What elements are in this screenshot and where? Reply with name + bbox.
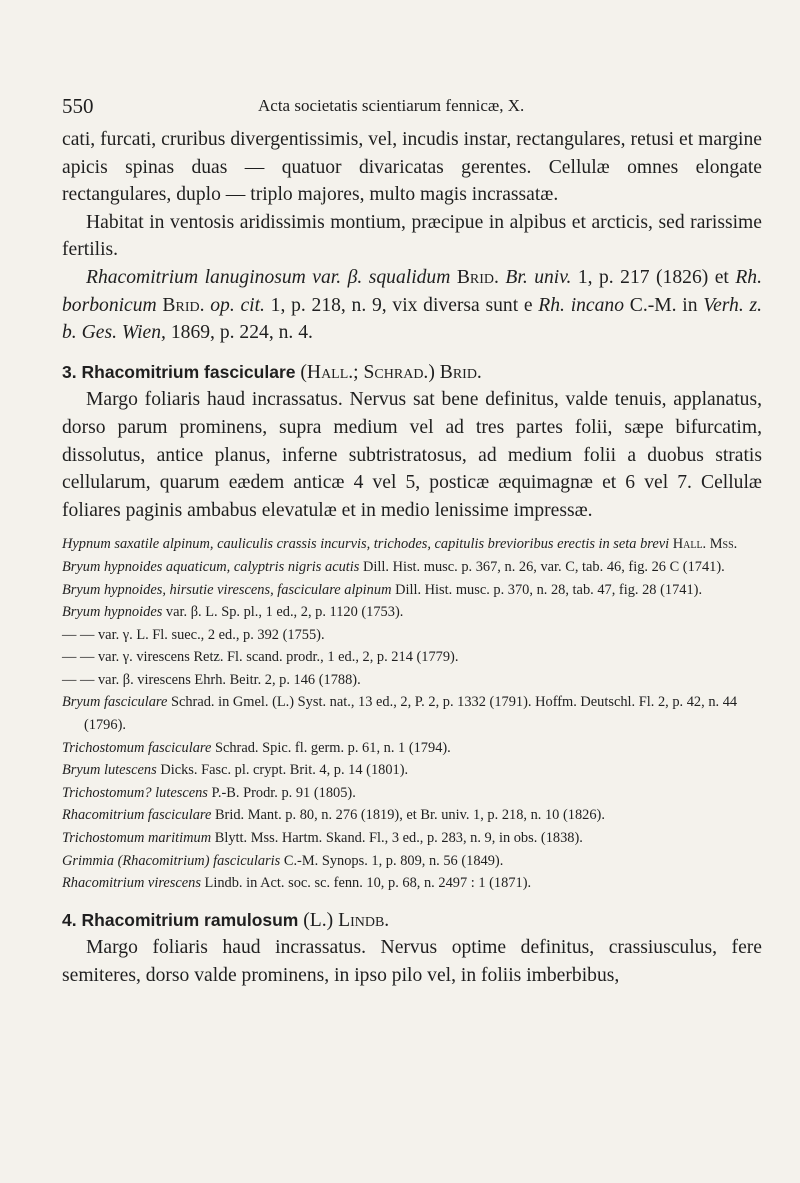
- synonym-name: — —: [62, 649, 98, 666]
- synonym-name: Rhacomitrium virescens: [62, 875, 201, 892]
- variety: var. β. squalidum: [305, 266, 457, 288]
- synonym-reference: Brid. Mant. p. 80, n. 276 (1819), et Br. univ. 1, p. 218, n. 10 (1826).: [211, 807, 605, 824]
- author: Brid.: [156, 294, 205, 316]
- running-title: Acta societatis scientiarum fennicæ, X.: [258, 96, 525, 115]
- synonym-entry: [62, 872, 762, 895]
- synonym-reference: Schrad. Spic. fl. germ. p. 61, n. 1 (1794).: [211, 739, 451, 756]
- synonym-entry: [62, 850, 762, 873]
- synonym-name: — —: [62, 671, 98, 688]
- synonymy-list: [62, 533, 762, 895]
- synonym-reference: Dicks. Fasc. pl. crypt. Brit. 4, p. 14 (1801).: [156, 762, 409, 779]
- synonym-reference: var. γ. L. Fl. suec., 2 ed., p. 392 (1755).: [97, 626, 325, 643]
- synonym-name: Grimmia (Rhacomitrium) fascicularis: [62, 852, 281, 869]
- species-authority: (Hall.; Schrad.) Brid.: [300, 361, 482, 383]
- taxon-name: Rh. borbonicum: [62, 266, 763, 316]
- synonym-name: Bryum hypnoides aquaticum, calyptris nigris acutis: [62, 558, 360, 575]
- taxon-name: Rhacomitrium lanuginosum: [86, 266, 306, 288]
- species-authority: (L.) Lindb.: [303, 909, 390, 931]
- synonym-name: Bryum hypnoides, hirsutie virescens, fasciculare alpinum: [62, 581, 392, 598]
- synonym-name: Trichostomum fasciculare: [62, 739, 212, 756]
- synonym-name: Hypnum saxatile alpinum, cauliculis crassis incurvis, trichodes, capitulis brevioribus erectis in seta brevi: [62, 536, 670, 553]
- synonym-entry: [62, 782, 762, 805]
- species-name: Rhacomitrium fasciculare: [81, 361, 296, 382]
- paragraph-continuation: cati, furcati, cruribus divergentissimis, vel, incudis instar, rectangulares, retusi et margine apicis spinas duas — quatuor divaricatas gerentes. Cellulæ omnes elongate rectangulares, duplo — triplo majores, multo magis incrassatæ.: [62, 129, 762, 206]
- reference: 1869, p. 224, n. 4.: [165, 322, 313, 344]
- synonym-entry: [62, 669, 762, 692]
- synonym-entry: [62, 533, 762, 556]
- paragraph-varieties: [62, 264, 762, 347]
- reference: C.-M. in: [624, 294, 704, 316]
- synonym-name: Trichostomum maritimum: [62, 830, 212, 847]
- main-text: [62, 126, 762, 990]
- synonym-reference: var. β. virescens Ehrh. Beitr. 2, p. 146 (1788).: [97, 671, 361, 688]
- synonym-reference: C.-M. Synops. 1, p. 809, n. 56 (1849).: [280, 852, 504, 869]
- synonym-entry: [62, 804, 762, 827]
- synonym-reference: Blytt. Mss. Hartm. Skand. Fl., 3 ed., p. 283, n. 9, in obs. (1838).: [211, 830, 583, 847]
- synonym-entry: [62, 759, 762, 782]
- reference-title: Br. univ.: [498, 266, 572, 288]
- species-number: 4.: [62, 909, 77, 930]
- synonym-entry: [62, 601, 762, 624]
- reference: 1, p. 218, n. 9, vix diversa sunt e: [264, 294, 539, 316]
- synonym-reference: Hall. Mss.: [669, 536, 738, 553]
- running-header: [62, 94, 762, 118]
- reference-title: op. cit.: [204, 294, 265, 316]
- synonym-entry: [62, 737, 762, 760]
- synonym-name: Rhacomitrium fasciculare: [62, 807, 212, 824]
- synonym-reference: Schrad. in Gmel. (L.) Syst. nat., 13 ed., 2, P. 2, p. 1332 (1791). Hoffm. Deutschl. Fl. 2, p. 42, n. 44 (1796).: [84, 694, 738, 734]
- synonym-entry: [62, 691, 762, 736]
- synonym-entry: [62, 556, 762, 579]
- page-number: 550: [62, 94, 94, 118]
- synonym-reference: Lindb. in Act. soc. sc. fenn. 10, p. 68, n. 2497 : 1 (1871).: [200, 875, 532, 892]
- synonym-entry: [62, 827, 762, 850]
- synonym-reference: Dill. Hist. musc. p. 367, n. 26, var. C, tab. 46, fig. 26 C (1741).: [359, 558, 725, 575]
- author: Brid.: [456, 266, 499, 288]
- synonym-name: — —: [62, 626, 98, 643]
- synonym-name: Bryum lutescens: [62, 762, 157, 779]
- species-description-3: Margo foliaris haud incrassatus. Nervus sat bene definitus, valde tenuis, applanatus, dorso parum prominens, supra medium vel ad tres partes folii, sæpe bifurcatim, dissolutus, antice planus, inferne subtristratosus, ad medium folii a duobus stratis cellularum, quarum eædem anticæ 4 vel 5, posticæ æquimagnæ et 6 vel 7. Cellulæ foliares paginis ambabus elevatulæ et in medio lenissime impressæ.: [62, 389, 762, 521]
- synonym-name: Bryum fasciculare: [62, 694, 168, 711]
- species-name: Rhacomitrium ramulosum: [81, 909, 299, 930]
- synonym-entry: [62, 579, 762, 602]
- synonym-name: Trichostomum? lutescens: [62, 784, 208, 801]
- synonym-reference: Dill. Hist. musc. p. 370, n. 28, tab. 47, fig. 28 (1741).: [391, 581, 703, 598]
- paragraph-habitat: Habitat in ventosis aridissimis montium, præcipue in alpibus et arcticis, sed rarissime fertilis.: [62, 211, 762, 261]
- species-heading-4: [62, 907, 762, 935]
- synonym-reference: var. β. L. Sp. pl., 1 ed., 2, p. 1120 (1753).: [162, 604, 404, 621]
- reference-title: Verh. z. b. Ges. Wien,: [62, 294, 762, 344]
- species-number: 3.: [62, 361, 77, 382]
- reference: 1, p. 217 (1826) et: [571, 266, 736, 288]
- species-heading-3: [62, 359, 762, 387]
- synonym-reference: P.-B. Prodr. p. 91 (1805).: [207, 784, 356, 801]
- species-description-4: Margo foliaris haud incrassatus. Nervus optime definitus, crassiusculus, fere semiteres, dorso valde prominens, in ipso pilo vel, in foliis imberbibus,: [62, 937, 762, 986]
- synonym-entry: [62, 646, 762, 669]
- taxon-name: Rh. incano: [538, 294, 625, 316]
- synonym-entry: [62, 624, 762, 647]
- synonym-name: Bryum hypnoides: [62, 604, 163, 621]
- synonym-reference: var. γ. virescens Retz. Fl. scand. prodr., 1 ed., 2, p. 214 (1779).: [97, 649, 459, 666]
